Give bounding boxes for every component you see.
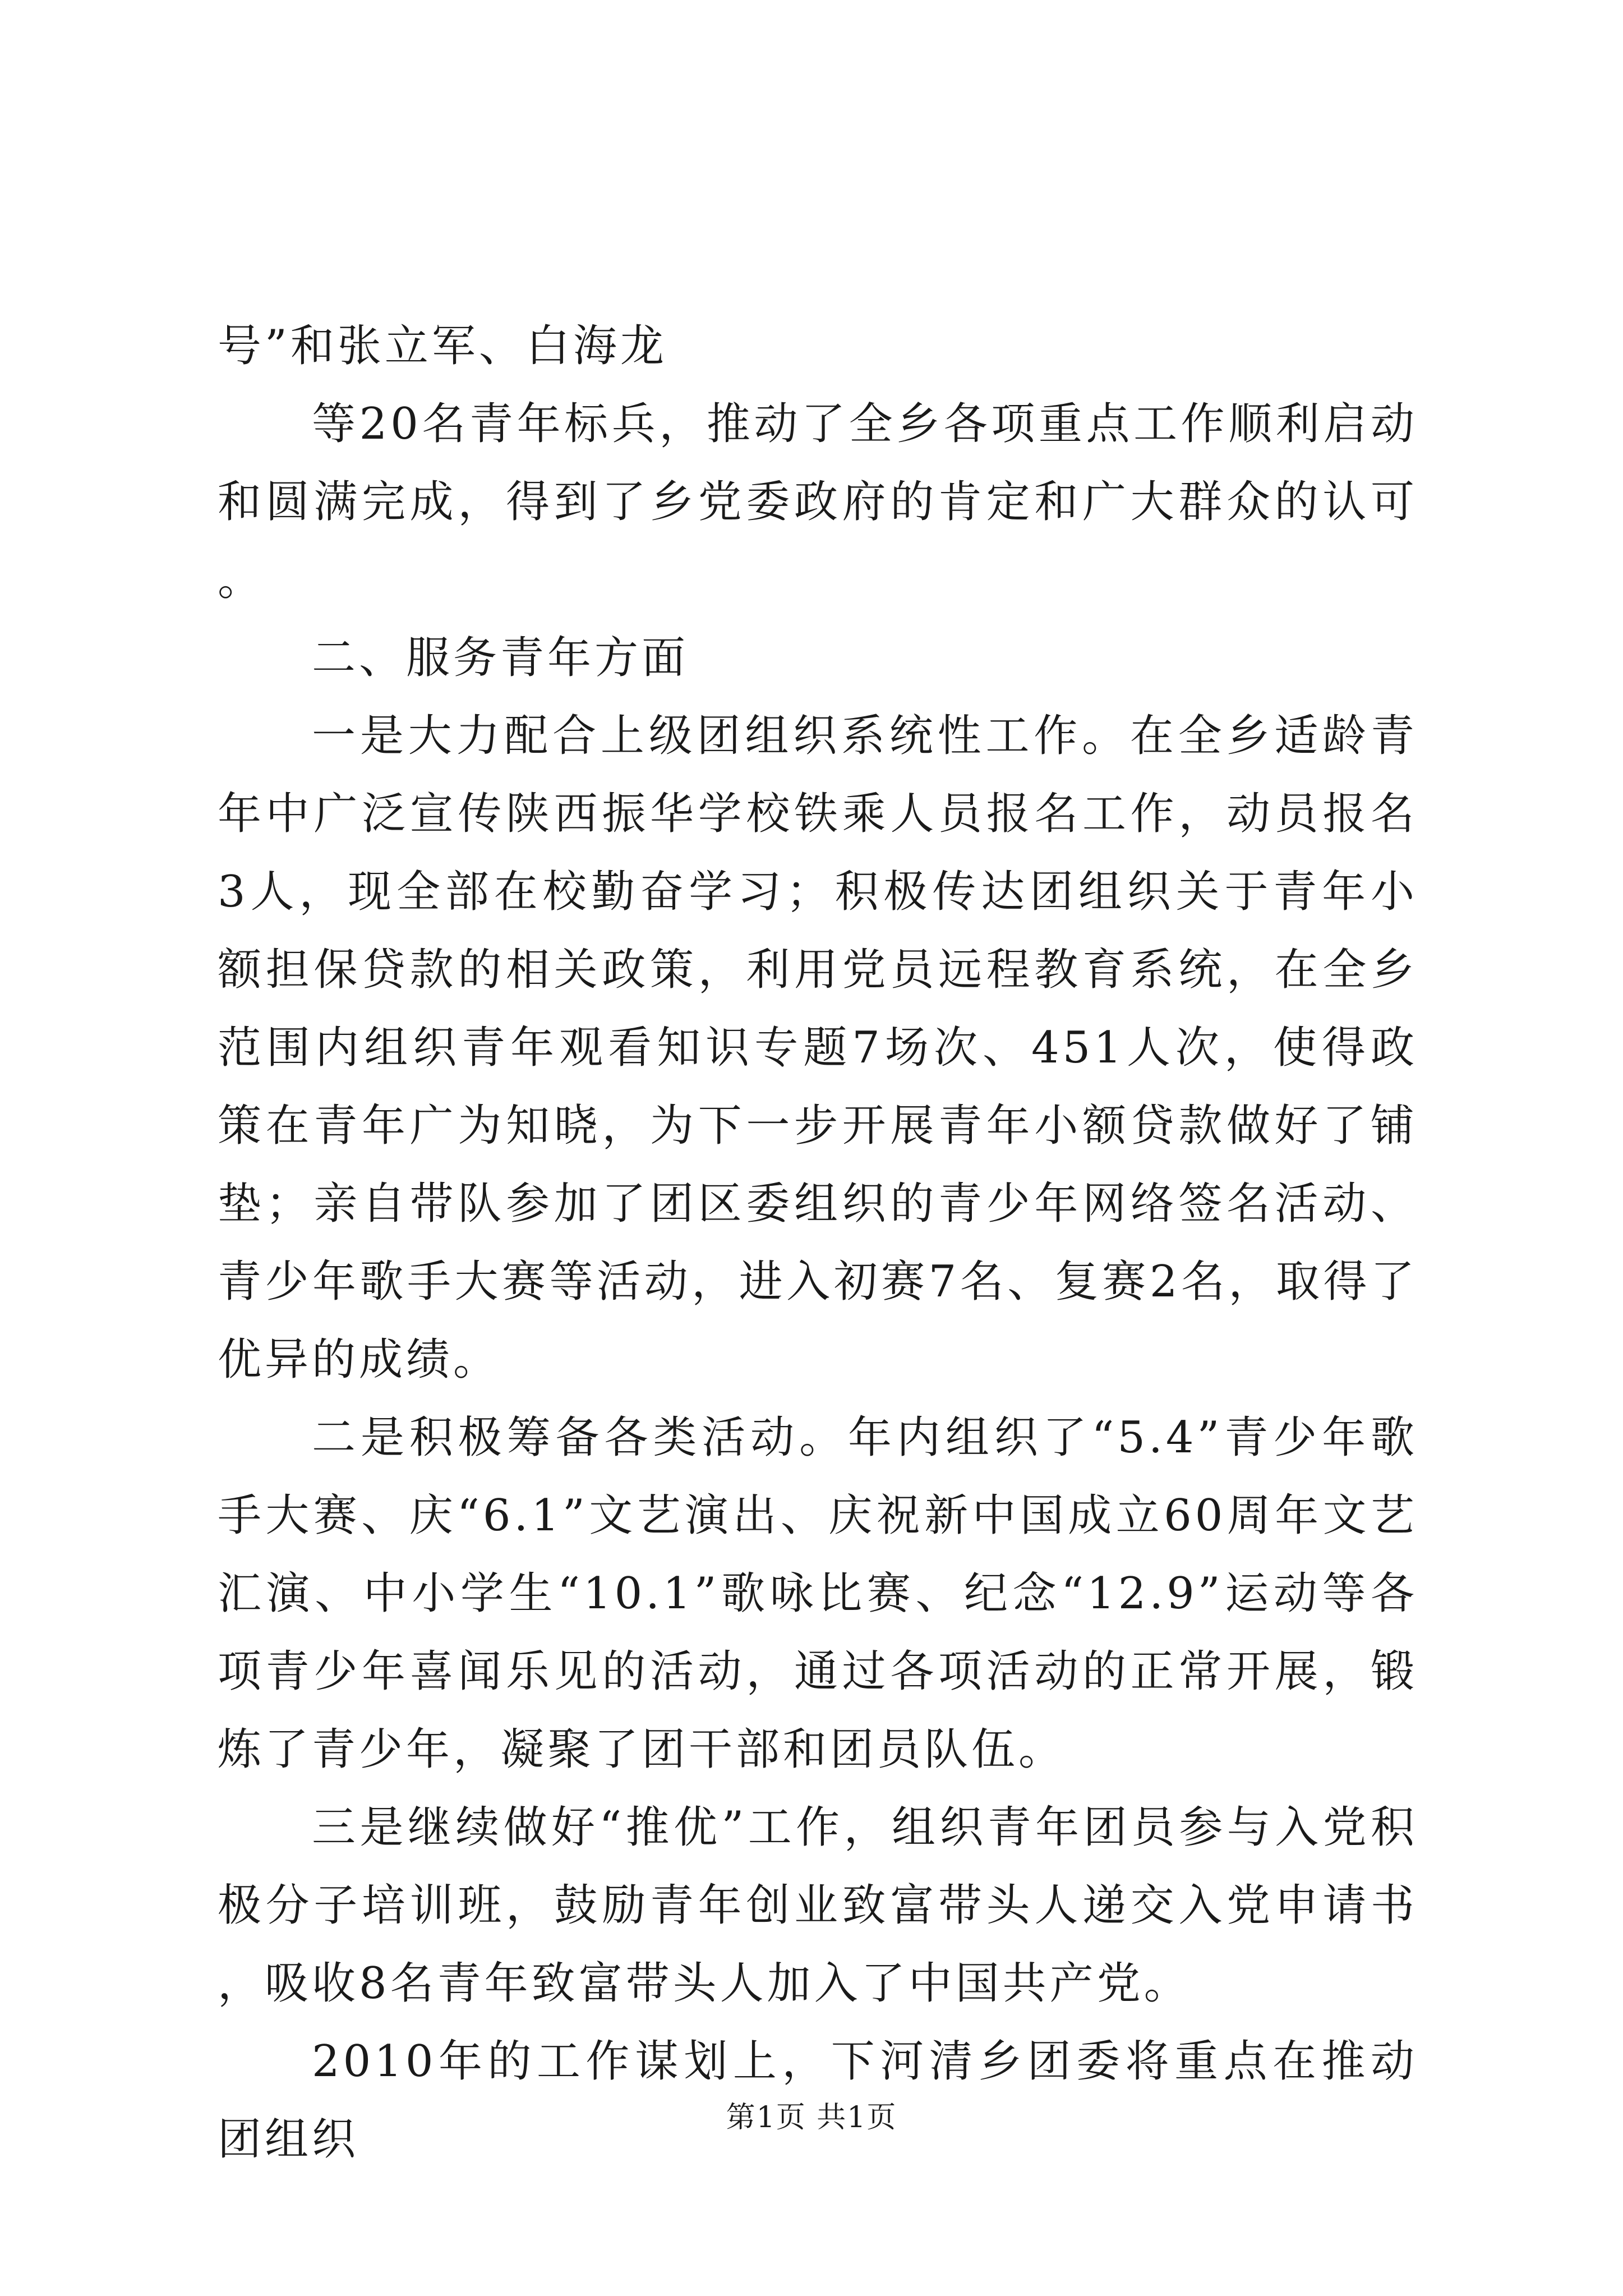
paragraph-continuation: 号”和张立军、白海龙	[218, 321, 667, 371]
page-footer: 第1页 共1页	[726, 2101, 897, 2134]
paragraph-recommendation: 三是继续做好“推优”工作，组织青年团员参与入党积极分子培训班，鼓励青年创业致富带头人递交入党申请书，吸收8名青年致富带头人加入了中国共产党。	[218, 1802, 1418, 2009]
paragraph-2010-plan: 2010年的工作谋划上，下河清乡团委将重点在推动团组织	[218, 2036, 1418, 2165]
paragraph-cooperation: 一是大力配合上级团组织系统性工作。在全乡适龄青年中广泛宣传陕西振华学校铁乘人员报名工作，动员报名3人，现全部在校勤奋学习；积极传达团组织关于青年小额担保贷款的相关政策，利用党员远程教育系统，在全乡范围内组织青年观看知识专题7场次、451人次，使得政策在青年广为知晓，为下一步开展青年小额贷款做好了铺垫；亲自带队参加了团区委组织的青少年网络签名活动、青少年歌手大赛等活动，进入初赛7名、复赛2名，取得了优异的成绩。	[218, 711, 1418, 1385]
section-heading-serving-youth: 二、服务青年方面	[312, 633, 689, 683]
document-body	[218, 307, 1418, 2179]
paragraph-youth-models: 等20名青年标兵，推动了全乡各项重点工作顺利启动和圆满完成，得到了乡党委政府的肯定和广大群众的认可。	[218, 399, 1418, 605]
paragraph-activities: 二是积极筹备各类活动。年内组织了“5.4”青少年歌手大赛、庆“6.1”文艺演出、庆祝新中国成立60周年文艺汇演、中小学生“10.1”歌咏比赛、纪念“12.9”运动等各项青少年喜闻乐见的活动，通过各项活动的正常开展，锻炼了青少年，凝聚了团干部和团员队伍。	[218, 1412, 1418, 1775]
